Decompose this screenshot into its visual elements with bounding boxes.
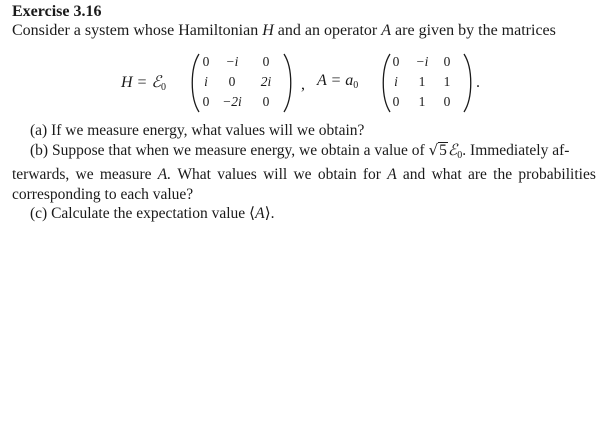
a-cell-2-1: 1 [418,94,426,109]
a-cell-0-2: 0 [443,54,451,69]
intro-text-2: and an operator [273,22,382,39]
exercise-title: Exercise 3.16 [12,3,102,20]
intro-symbol-h: H [262,22,274,39]
a-cell-1-0: i [394,74,398,89]
h-cell-2-1: −2i [222,94,242,109]
a-cell-1-2: 1 [443,74,451,89]
a-equation-lhs: $A = a_0$ [317,72,359,91]
intro-text-1: Consider a system whose Hamiltonian [12,22,263,39]
question-a: (a) If we measure energy, what values will we obtain? [30,122,365,139]
h-cell-0-0: 0 [202,54,210,69]
h-cell-0-1: −i [225,54,239,69]
a-cell-1-1: 1 [418,74,426,89]
a-cell-2-0: 0 [392,94,400,109]
equation-end-punctuation: . [476,74,480,91]
h-cell-2-2: 0 [262,94,270,109]
a-matrix-right-paren [461,52,475,114]
sqrt-argument: 5 [439,141,447,159]
a-cell-2-2: 0 [443,94,451,109]
h-cell-1-1: 0 [228,74,236,89]
a-cell-0-0: 0 [392,54,400,69]
matrix-equations [0,48,605,116]
square-root-symbol: √ [428,140,439,159]
h-cell-2-0: 0 [202,94,210,109]
a-cell-0-1: −i [415,54,429,69]
h-cell-1-2: 2i [260,74,272,89]
exercise-intro [12,22,556,40]
question-b-line-3: corresponding to each value? [12,185,194,203]
intro-symbol-a: A [381,22,392,39]
intro-text-3: are given by the matrices [391,22,556,39]
question-b-line-2: terwards, we measure A. What values will we obtain for A and what are the probabilities [12,166,596,183]
h-matrix-right-paren [281,52,295,114]
exercise-questions [12,121,596,224]
h-equation-lhs: H = ℰ$_0$ [121,74,167,93]
question-c: (c) Calculate the expectation value ⟨A⟩. [30,205,275,222]
h-cell-1-0: i [204,74,208,89]
question-b-line-1: (b) Suppose that when we measure energy, we obtain a value of √5ℰ$_0$. Immediately af- [30,140,570,161]
equation-separator: , [301,76,305,93]
h-cell-0-2: 0 [262,54,270,69]
